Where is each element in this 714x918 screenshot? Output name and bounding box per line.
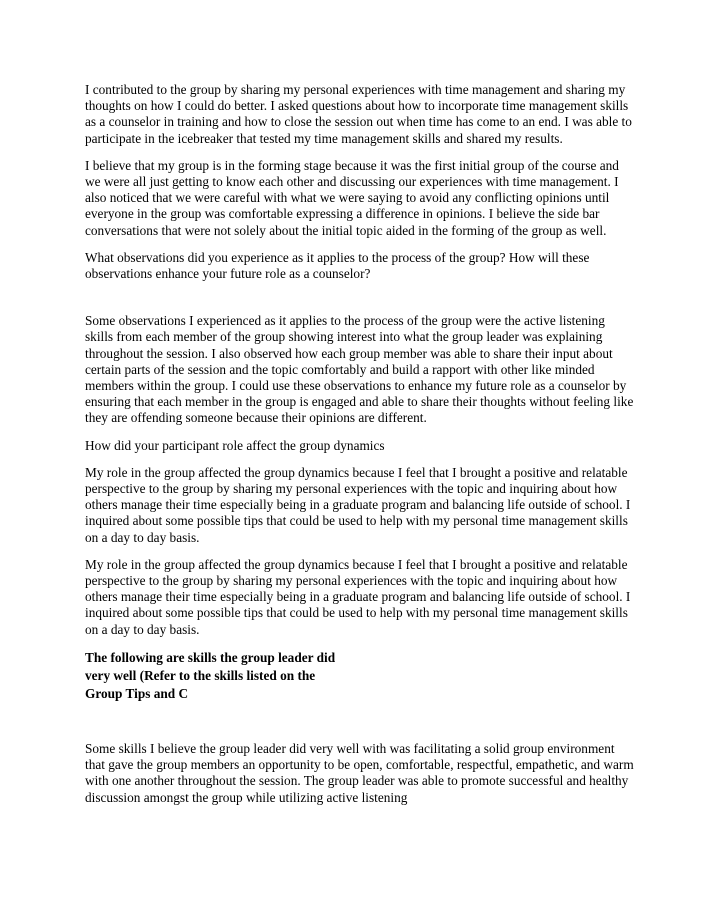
- paragraph-forming-stage: I believe that my group is in the forming stage because it was the first initial group of the course and we were all just getting to know each other and discussing our experiences with time management. I also noticed that we were careful with what we were saying to avoid any conflicting opinions until everyone in the group was comfortable expressing a difference in opinions. I believe the side bar conversations that were not solely about the initial topic aided in the forming of the group as well.: [85, 157, 619, 238]
- section-heading-leader-skills: The following are skills the group leader did very well (Refer to the skills listed on the Group Tips and C: [85, 649, 336, 701]
- spacer: [85, 714, 635, 741]
- document-page: [85, 82, 635, 817]
- paragraph-role-dynamics-repeat: My role in the group affected the group dynamics because I feel that I brought a positive and relatable perspective to the group by sharing my personal experiences with the topic and inquiring about how others manage their time especially being in a graduate program and balancing life outside of school. I inquired about some possible tips that could be used to help with my personal time management skills on a day to day basis.: [85, 556, 631, 637]
- paragraph-observations: Some observations I experienced as it applies to the process of the group were the active listening skills from each member of the group showing interest into what the group leader was explaining throughout the session. I also observed how each group member was able to share their input about certain parts of the session and the topic comfortably and build a rapport with other like minded members within the group. I could use these observations to enhance my future role as a counselor by ensuring that each member in the group is engaged and able to share their thoughts without feeling like they are offending someone because their opinions are different.: [85, 313, 634, 426]
- paragraph-contribution: I contributed to the group by sharing my personal experiences with time management and sharing my thoughts on how I could do better. I asked questions about how to incorporate time management skills as a counselor in training and how to close the session out when time has come to an end. I was able to participate in the icebreaker that tested my time management skills and shared my results.: [85, 82, 632, 146]
- question-observations: What observations did you experience as it applies to the process of the group? How will these observations enhance your future role as a counselor?: [85, 249, 590, 282]
- spacer: [85, 293, 635, 313]
- question-participant-role: How did your participant role affect the group dynamics: [85, 437, 385, 453]
- paragraph-role-dynamics: My role in the group affected the group dynamics because I feel that I brought a positive and relatable perspective to the group by sharing my personal experiences with the topic and inquiring about how others manage their time especially being in a graduate program and balancing life outside of school. I inquired about some possible tips that could be used to help with my personal time management skills on a day to day basis.: [85, 464, 631, 545]
- paragraph-leader-skills: Some skills I believe the group leader did very well with was facilitating a solid group environment that gave the group members an opportunity to be open, comfortable, respectful, empathetic, and warm with one another throughout the session. The group leader was able to promote successful and healthy discussion amongst the group while utilizing active listening: [85, 740, 634, 805]
